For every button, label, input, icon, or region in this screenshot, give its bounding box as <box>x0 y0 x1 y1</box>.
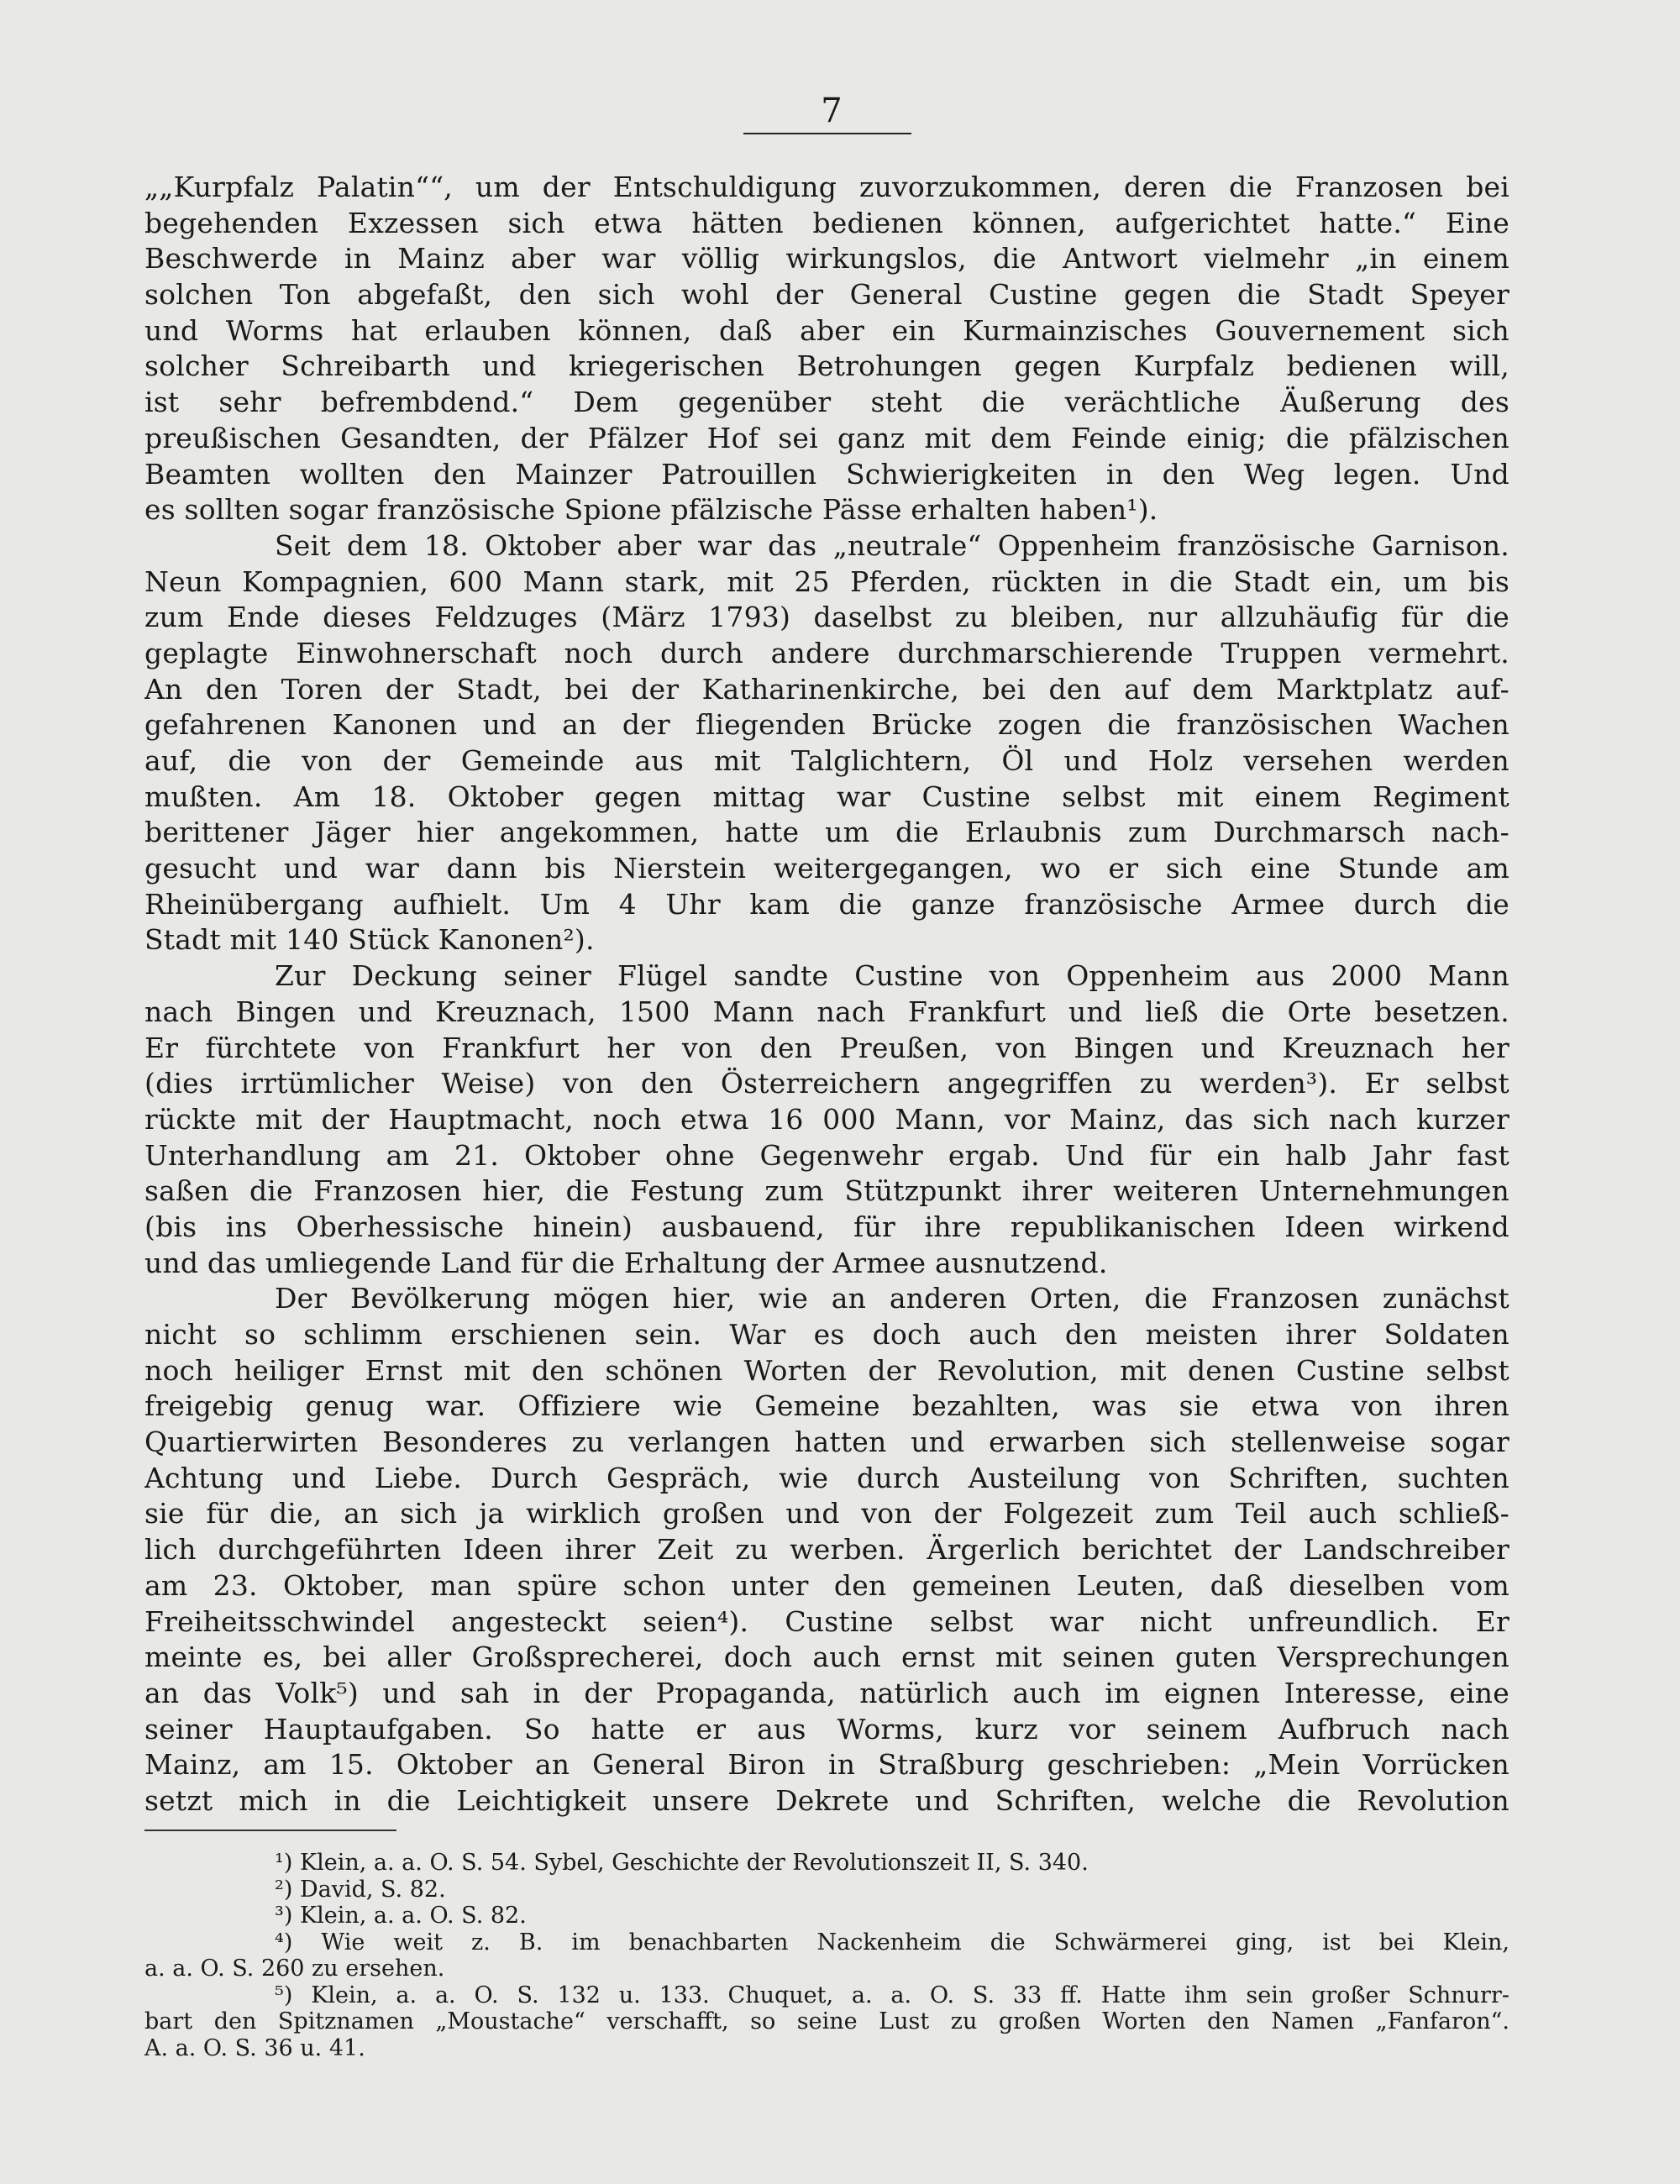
body-line: begehenden Exzessen sich etwa hätten bedienen können, aufgerichtet hatte.“ Eine <box>144 206 1509 239</box>
body-line: es sollten sogar französische Spione pfälzische Pässe erhalten haben¹). <box>144 493 1158 527</box>
body-line: nicht so schlimm erschienen sein. War es doch auch den meisten ihrer Soldaten <box>144 1318 1509 1351</box>
footnotes <box>144 1850 1509 2061</box>
body-line: noch heiliger Ernst mit den schönen Worten der Revolution, mit denen Custine selbst <box>144 1353 1509 1387</box>
footnote-line: ⁵) Klein, a. a. O. S. 132 u. 133. Chuquet, a. a. O. S. 33 ff. Hatte ihm sein großer Schnurr- <box>275 1982 1509 2008</box>
body-line: setzt mich in die Leichtigkeit unsere Dekrete und Schriften, welche die Revolution <box>144 1783 1509 1817</box>
footnote-line: ³) Klein, a. a. O. S. 82. <box>275 1903 527 1929</box>
body-line: Mainz, am 15. Oktober an General Biron in Straßburg geschrieben: „Mein Vorrücken <box>144 1748 1509 1782</box>
footnote-line: A. a. O. S. 36 u. 41. <box>144 2034 365 2061</box>
body-line: nach Bingen und Kreuznach, 1500 Mann nach Frankfurt und ließ die Orte besetzen. <box>144 995 1509 1028</box>
body-line: und Worms hat erlauben können, daß aber ein Kurmainzisches Gouvernement sich <box>144 313 1509 347</box>
page-number-rule <box>743 133 911 134</box>
footnote-line: a. a. O. S. 260 zu ersehen. <box>144 1956 445 1982</box>
footnote-line: ¹) Klein, a. a. O. S. 54. Sybel, Geschichte der Revolutionszeit II, S. 340. <box>275 1850 1089 1876</box>
body-line: Der Bevölkerung mögen hier, wie an anderen Orten, die Franzosen zunächst <box>275 1282 1509 1315</box>
body-line: (dies irrtümlicher Weise) von den Österreichern angegriffen zu werden³). Er selbst <box>144 1067 1509 1100</box>
body-line: an das Volk⁵) und sah in der Propaganda, natürlich auch im eignen Interesse, eine <box>144 1676 1509 1709</box>
body-line: (bis ins Oberhessische hinein) ausbauend, für ihre republikanischen Ideen wirkend <box>144 1210 1509 1243</box>
page-number: 7 <box>821 92 843 130</box>
body-line: ist sehr befrembdend.“ Dem gegenüber steht die verächtliche Äußerung des <box>144 386 1509 419</box>
body-line: berittener Jäger hier angekommen, hatte um die Erlaubnis zum Durchmarsch nach- <box>144 816 1509 849</box>
body-line: Unterhandlung am 21. Oktober ohne Gegenwehr ergab. Und für ein halb Jahr fast <box>144 1138 1509 1172</box>
body-line: Beschwerde in Mainz aber war völlig wirkungslos, die Antwort vielmehr „in einem <box>144 242 1509 276</box>
footnote-line: ²) David, S. 82. <box>275 1876 446 1903</box>
body-line: Er fürchtete von Frankfurt her von den Preußen, von Bingen und Kreuznach her <box>144 1031 1509 1064</box>
body-line: und das umliegende Land für die Erhaltung der Armee ausnutzend. <box>144 1246 1108 1279</box>
body-line: Beamten wollten den Mainzer Patrouillen Schwierigkeiten in den Weg legen. Und <box>144 457 1509 491</box>
body-line: gefahrenen Kanonen und an der fliegenden Brücke zogen die französischen Wachen <box>144 708 1509 742</box>
body-line: Quartierwirten Besonderes zu verlangen hatten und erwarben sich stellenweise sogar <box>144 1425 1509 1459</box>
body-line: solcher Schreibarth und kriegerischen Betrohungen gegen Kurpfalz bedienen will, <box>144 349 1509 383</box>
body-line: Achtung und Liebe. Durch Gespräch, wie durch Austeilung von Schriften, suchten <box>144 1461 1509 1494</box>
body-line: am 23. Oktober, man spüre schon unter den gemeinen Leuten, daß dieselben vom <box>144 1568 1509 1602</box>
body-line: Rheinübergang aufhielt. Um 4 Uhr kam die ganze französische Armee durch die <box>144 887 1509 921</box>
footnote-rule <box>144 1830 396 1831</box>
body-line: gesucht und war dann bis Nierstein weitergegangen, wo er sich eine Stunde am <box>144 852 1509 885</box>
body-line: geplagte Einwohnerschaft noch durch andere durchmarschierende Truppen vermehrt. <box>144 636 1509 669</box>
body-line: An den Toren der Stadt, bei der Katharinenkirche, bei den auf dem Marktplatz auf- <box>144 672 1509 706</box>
body-line: rückte mit der Hauptmacht, noch etwa 16 000 Mann, vor Mainz, das sich nach kurzer <box>144 1102 1509 1136</box>
body-line: Seit dem 18. Oktober aber war das „neutrale“ Oppenheim französische Garnison. <box>275 528 1509 562</box>
body-line: mußten. Am 18. Oktober gegen mittag war Custine selbst mit einem Regiment <box>144 780 1509 813</box>
body-line: preußischen Gesandten, der Pfälzer Hof sei ganz mit dem Feinde einig; die pfälzischen <box>144 421 1509 454</box>
body-line: Zur Deckung seiner Flügel sandte Custine von Oppenheim aus 2000 Mann <box>275 959 1509 993</box>
body-line: zum Ende dieses Feldzuges (März 1793) daselbst zu bleiben, nur allzuhäufig für die <box>144 601 1509 634</box>
body-line: Neun Kompagnien, 600 Mann stark, mit 25 Pferden, rückten in die Stadt ein, um bis <box>144 564 1509 598</box>
body-line: freigebig genug war. Offiziere wie Gemeine bezahlten, was sie etwa von ihren <box>144 1389 1509 1423</box>
body-line: auf, die von der Gemeinde aus mit Talglichtern, Öl und Holz versehen werden <box>144 744 1509 777</box>
body-line: seiner Hauptaufgaben. So hatte er aus Worms, kurz vor seinem Aufbruch nach <box>144 1712 1509 1746</box>
body-line: saßen die Franzosen hier, die Festung zum Stützpunkt ihrer weiteren Unternehmungen <box>144 1174 1509 1208</box>
body-line: lich durchgeführten Ideen ihrer Zeit zu werben. Ärgerlich berichtet der Landschreiber <box>144 1533 1509 1567</box>
body-line: Freiheitsschwindel angesteckt seien⁴). Custine selbst war nicht unfreundlich. Er <box>144 1604 1509 1638</box>
body-text <box>144 170 1509 1819</box>
footnote-line: ⁴) Wie weit z. B. im benachbarten Nackenheim die Schwärmerei ging, ist bei Klein, <box>275 1929 1509 1956</box>
body-line: „„Kurpfalz Palatin““, um der Entschuldigung zuvorzukommen, deren die Franzosen bei <box>144 171 1509 203</box>
body-line: meinte es, bei aller Großsprecherei, doch auch ernst mit seinen guten Versprechungen <box>144 1641 1509 1674</box>
body-line: sie für die, an sich ja wirklich großen und von der Folgezeit zum Teil auch schließ- <box>144 1497 1509 1530</box>
body-line: Stadt mit 140 Stück Kanonen²). <box>144 923 595 957</box>
body-line: solchen Ton abgefaßt, den sich wohl der General Custine gegen die Stadt Speyer <box>144 278 1509 312</box>
footnote-line: bart den Spitznamen „Moustache“ verschafft, so seine Lust zu großen Worten den Namen „Fanfaron“. <box>144 2008 1509 2034</box>
